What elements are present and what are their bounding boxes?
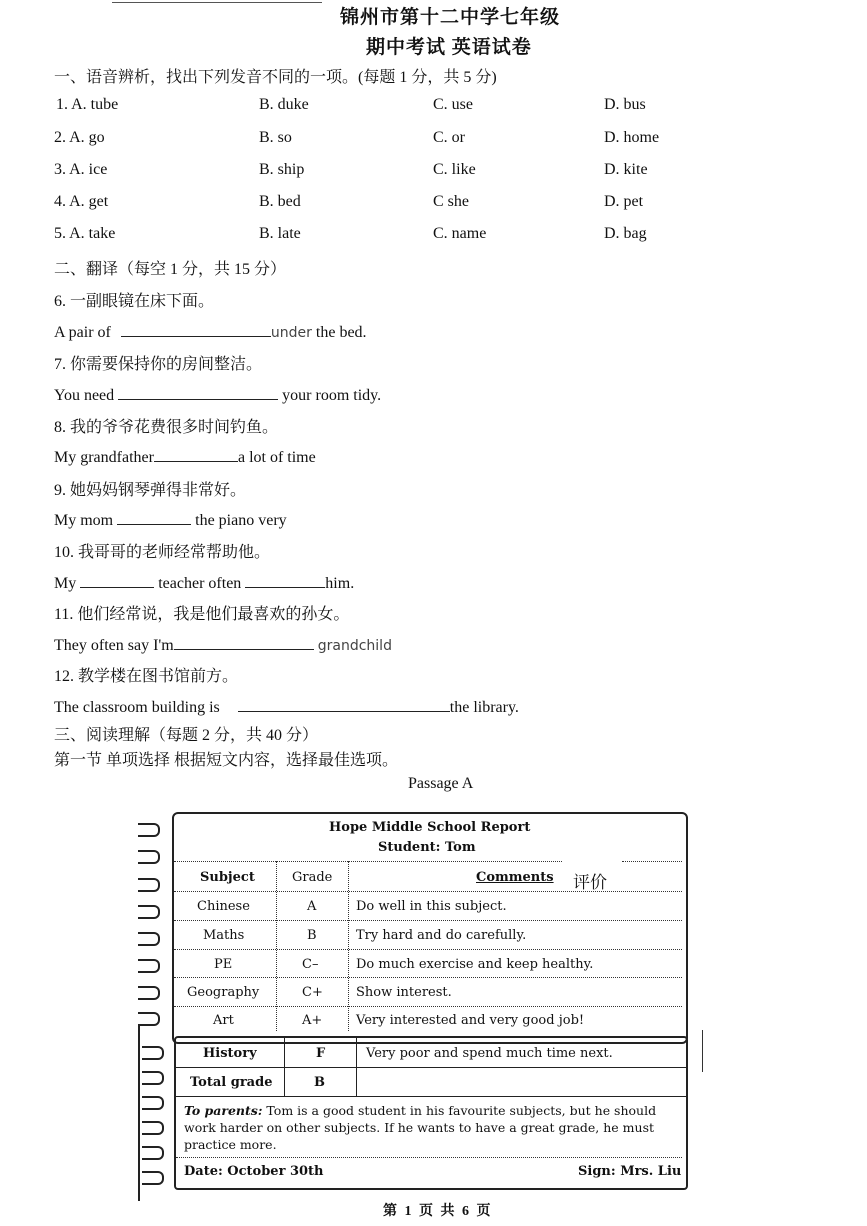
q2-option-b: B. so [259,129,292,146]
q11-chinese: 11. 他们经常说，我是他们最喜欢的孙女。 [54,606,350,623]
section3-heading: 三、阅读理解（每题 2 分，共 40 分） [54,727,319,744]
q2-option-c: C. or [433,129,465,146]
grid-line [174,861,562,862]
grid-line [622,861,682,862]
binder-ring [138,850,160,864]
report-date: Date: October 30th [184,1164,324,1179]
q10-suffix: him. [325,575,355,592]
grid-line [174,949,682,950]
q5-option-b: B. late [259,225,301,242]
binder-ring [138,959,160,973]
report-student: Student: Tom [378,840,476,855]
q8-english [54,445,316,467]
total-label: Total grade [190,1075,273,1090]
col-header-comments: Comments [476,870,554,885]
q4-option-c: C she [433,193,469,210]
grid-line [174,977,682,978]
q1-option-a: 1. A. tube [56,96,119,113]
binder-ring [138,932,160,946]
row-grade: A [307,899,317,914]
grid-line [174,920,682,921]
q8-blank[interactable] [154,445,238,462]
top-rule [112,2,322,3]
exam-title-line2: 期中考试 英语试卷 [366,37,532,58]
binder-ring [138,1012,160,1026]
grid-line [276,861,277,1031]
q9-suffix: the piano very [195,512,287,529]
q6-hint: under [270,325,312,341]
q12-english [54,695,519,717]
q9-prefix: My mom [54,512,114,529]
grid-line [174,1067,686,1068]
q4-option-b: B. bed [259,193,301,210]
q2-option-a: 2. A. go [54,129,105,146]
q3-option-c: C. like [433,161,476,178]
grid-line [356,1038,357,1096]
grid-line [174,1096,686,1097]
row-subject: PE [214,957,233,972]
row-comment: Do much exercise and keep healthy. [356,957,594,972]
q11-hint: grandchild [317,638,392,654]
row-comment: Try hard and do carefully. [356,928,527,943]
q4-option-d: D. pet [604,193,644,210]
q3-option-b: B. ship [259,161,305,178]
page-number: 第 1 页 共 6 页 [383,1204,493,1219]
binder-ring [142,1121,164,1135]
grid-line [284,1038,285,1096]
q1-option-c: C. use [433,96,473,113]
q11-prefix: They often say I'm [54,637,174,654]
q7-blank[interactable] [118,383,278,400]
q7-chinese: 7. 你需要保持你的房间整洁。 [54,356,263,373]
q10-blank-2[interactable] [245,571,325,588]
binder-ring [142,1146,164,1160]
q1-option-b: B. duke [259,96,309,113]
exam-title-line1: 锦州市第十二中学七年级 [340,7,561,28]
q12-prefix: The classroom building is [54,699,220,716]
section2-heading: 二、翻译（每空 1 分，共 15 分） [54,261,287,278]
section3-subheading: 第一节 单项选择 根据短文内容，选择最佳选项。 [54,752,399,769]
history-grade: F [316,1046,326,1061]
report-title: Hope Middle School Report [329,820,531,835]
q10-prefix: My [54,575,77,592]
q12-chinese: 12. 教学楼在图书馆前方。 [54,668,239,685]
q3-option-d: D. kite [604,161,648,178]
q2-option-d: D. home [604,129,660,146]
report-signature: Sign: Mrs. Liu [578,1164,682,1179]
q10-english [54,571,354,593]
binder-ring [142,1046,164,1060]
row-grade: B [307,928,317,943]
q10-blank-1[interactable] [80,571,154,588]
q1-option-d: D. bus [604,96,646,113]
binder-ring [138,823,160,837]
binder-ring [138,986,160,1000]
q6-suffix: the bed. [315,324,367,341]
binder-ring [138,905,160,919]
margin-mark [702,1030,703,1072]
q12-suffix: the library. [449,699,519,716]
q6-english [54,320,367,342]
row-comment: Show interest. [356,985,452,1000]
row-subject: Geography [187,985,260,1000]
row-subject: Chinese [197,899,250,914]
col-header-grade: Grade [292,870,333,885]
passage-title: Passage A [408,775,474,792]
history-comment: Very poor and spend much time next. [366,1046,613,1061]
parent-note-line2: work harder on other subjects. If he wants to have a great grade, he must [184,1120,655,1135]
q9-blank[interactable] [117,508,191,525]
binder-ring [138,878,160,892]
q11-blank[interactable] [174,633,314,650]
q7-suffix: your room tidy. [282,387,382,404]
q6-prefix: A pair of [54,324,111,341]
binder-ring [142,1171,164,1185]
notebook-spine [138,1025,140,1201]
parent-note-line3: practice more. [184,1137,277,1152]
q12-blank[interactable] [238,695,450,712]
q9-chinese: 9. 她妈妈钢琴弹得非常好。 [54,482,247,499]
section1-heading: 一、语音辨析，找出下列发音不同的一项。(每题 1 分，共 5 分) [54,69,497,86]
row-subject: Art [213,1013,234,1028]
binder-ring [142,1071,164,1085]
row-subject: Maths [203,928,245,943]
history-subject: History [203,1046,257,1061]
total-grade: B [314,1075,325,1090]
q3-option-a: 3. A. ice [54,161,108,178]
q5-option-c: C. name [433,225,487,242]
q10-middle: teacher often [158,575,242,592]
q5-option-d: D. bag [604,225,647,242]
parent-note-text1: Tom is a good student in his favourite subjects, but he should [262,1103,657,1118]
q8-prefix: My grandfather [54,449,154,466]
grid-line [176,1157,682,1158]
q6-chinese: 6. 一副眼镜在床下面。 [54,293,215,310]
binder-ring [142,1096,164,1110]
row-grade: C+ [302,985,323,1000]
q10-chinese: 10. 我哥哥的老师经常帮助他。 [54,544,271,561]
parent-note-label: To parents: [184,1103,263,1118]
row-grade: A+ [302,1013,323,1028]
row-comment: Do well in this subject. [356,899,507,914]
q6-blank[interactable] [121,320,271,337]
q9-english [54,508,287,530]
q8-suffix: a lot of time [237,449,316,466]
row-grade: C– [302,957,319,972]
q11-english [54,633,392,655]
q4-option-a: 4. A. get [54,193,109,210]
handwritten-note: 评价 [573,873,607,893]
q5-option-a: 5. A. take [54,225,116,242]
parent-note-line1 [184,1103,656,1118]
q7-prefix: You need [54,387,115,404]
col-header-subject: Subject [200,870,255,885]
q8-chinese: 8. 我的爷爷花费很多时间钓鱼。 [54,419,279,436]
row-comment: Very interested and very good job! [356,1013,585,1028]
q7-english [54,383,381,405]
grid-line [348,861,349,1031]
grid-line [174,1006,682,1007]
